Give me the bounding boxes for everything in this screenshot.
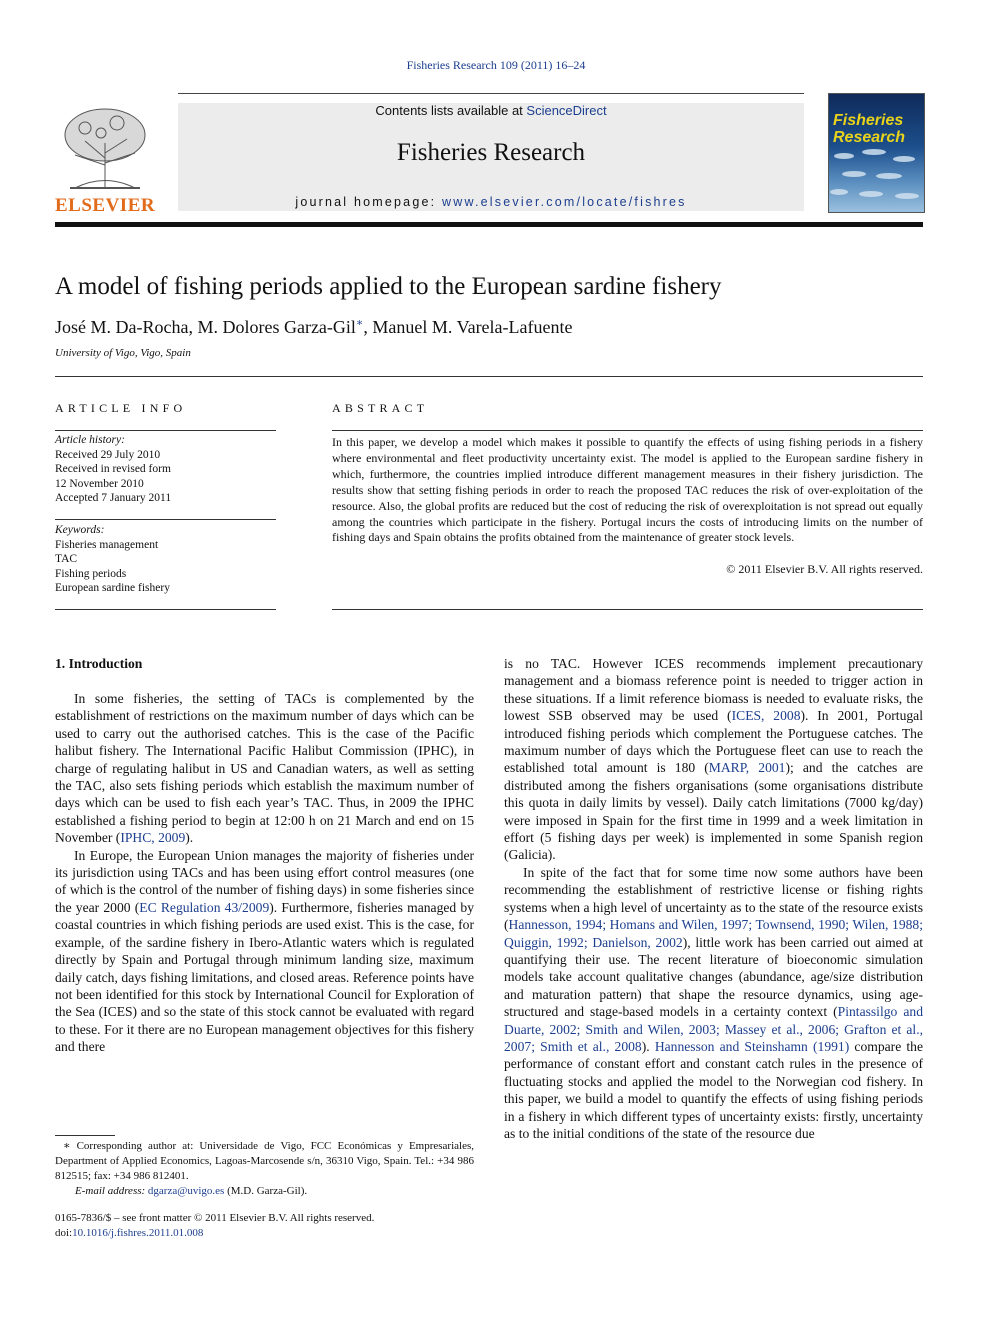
text-run: ). Furthermore, fisheries managed by coastal countries in which fishing periods are used exist. This is the case, for example, of the sardine fishery in Ibero-Atlantic waters which is regulated directly by Spain and Portugal through minimum landing size, maximum daily catch, days fishing limitations, and closed areas. Reference points have not been identified for this stock by International Council for Exploration of the Sea (ICES) and so the state of this stock cannot be evaluated with regard to these. For it there are no European management objectives for this fishery and there [55, 899, 474, 1055]
text-run: In spite of the fact that for some time now some authors have been recommending the establishment of restrictive license or fishing rights systems when a high level of uncertainty as to the state of the resource exists ( [504, 864, 923, 933]
journal-title: Fisheries Research [396, 139, 586, 166]
text-run: ). In 2001, Portugal introduced fishing periods which complement the Portuguese catches. The maximum number of days which the Portuguese fleet can use to reach the established total amount is 180 ( [504, 708, 923, 776]
keyword-item: Fisheries management [55, 538, 159, 551]
doi-line [55, 1226, 555, 1241]
left-column-body [55, 690, 474, 1056]
keyword-item: Fishing periods [55, 567, 127, 580]
section-heading-introduction: 1. Introduction [55, 656, 143, 671]
header-thick-rule [55, 222, 923, 227]
text-run: ). [185, 830, 194, 846]
corresponding-author-mark[interactable]: ∗ [355, 317, 364, 329]
text-run: In some fisheries, the setting of TACs is complemented by the establishment of restrictions on the maximum number of days which can be used to carry out the authorised catches. This is the case of the Pacific halibut fishery. The International Pacific Halibut Commission (IPHC), in charge of regulating halibut in US and Canadian waters, as well as setting the TAC, also sets fishing periods which establish the maximum number of days which can be used to fish each year’s TAC. Thus, in 2009 the IPHC established a fishing period to begin at 12:00 h on 21 March and end on 15 November ( [55, 691, 474, 846]
text-run: ); and the catches are distributed among the fishers organisations (some organisations distribute this quota in daily limits by vessel). Daily catch limitations (7000 kg/day) were imposed in Spain for the first time in 1999 and a week limitation in effort (5 fishing days per week) is implemented in some Spanish region (Galicia). [504, 760, 923, 863]
abstract-copyright: © 2011 Elsevier B.V. All rights reserved. [726, 562, 923, 576]
footnote-rule [55, 1135, 115, 1136]
fish-school-icon [829, 144, 924, 212]
history-item: Accepted 7 January 2011 [55, 492, 172, 504]
reference-link[interactable]: Hannesson, 1994; Homans and Wilen, 1997; Townsend, 1990; Wilen, 1988; Quiggin, 1992; Danielson, 2002 [504, 917, 923, 950]
email-label: E-mail address: [75, 1185, 148, 1197]
paragraph [504, 655, 923, 864]
email-link[interactable]: dgarza@uvigo.es [147, 1185, 225, 1197]
sciencedirect-link[interactable]: ScienceDirect [526, 103, 607, 118]
history-item: Received 29 July 2010 [55, 448, 161, 461]
contents-line [178, 103, 804, 118]
journal-cover-image [828, 93, 925, 213]
corresponding-author-note: ∗ Corresponding author at: Universidade de Vigo, FCC Económicas y Empresariales, Department of Applied Economics, Lagoas-Marcosende s/n, 36310 Vigo, Spain. Tel.: +34 986 812515; fax: +34 986 812401. [55, 1140, 474, 1182]
journal-citation[interactable]: Fisheries Research 109 (2011) 16–24 [406, 58, 586, 72]
author-list [55, 316, 573, 338]
cover-title: Fisheries Research [833, 112, 906, 146]
issn-line: 0165-7836/$ – see front matter © 2011 Elsevier B.V. All rights reserved. [55, 1212, 375, 1224]
reference-link[interactable]: EC Regulation 43/2009 [139, 899, 270, 915]
email-line [55, 1184, 474, 1199]
paper-title: A model of fishing periods applied to the European sardine fishery [55, 273, 722, 300]
keywords-label: Keywords: [55, 524, 105, 536]
doi-link[interactable]: 10.1016/j.fishres.2011.01.008 [72, 1227, 204, 1239]
history-label: Article history: [55, 434, 125, 446]
history-item: Received in revised form [55, 463, 171, 475]
homepage-prefix: journal homepage: [295, 195, 442, 209]
right-column-body [504, 655, 923, 1142]
keywords [55, 523, 276, 596]
divider [55, 519, 276, 520]
text-run: ), little work has been carried out aimed at quantifying their use. The recent literature of bioeconomic simulation models take account qualitative changes (abundance, age/size distribution and maturation pattern) that shape the resource dynamics, using age-structured and stage-based models in a certainty context ( [504, 934, 924, 1020]
paragraph [55, 690, 474, 847]
front-matter [55, 1211, 555, 1241]
reference-link[interactable]: ICES, 2008 [731, 708, 801, 724]
divider [55, 609, 276, 610]
keyword-item: TAC [55, 553, 78, 565]
contents-prefix: Contents lists available at [375, 103, 527, 118]
email-suffix: (M.D. Garza-Gil). [224, 1185, 308, 1197]
footnote [55, 1139, 474, 1199]
elsevier-wordmark: ELSEVIER [55, 195, 156, 216]
authors-text: José M. Da-Rocha, M. Dolores Garza-Gil [55, 317, 356, 337]
abstract-heading: ABSTRACT [332, 401, 429, 415]
text-run: ). [641, 1038, 655, 1054]
authors-rest: , Manuel M. Varela-Lafuente [363, 317, 573, 337]
divider [55, 376, 923, 377]
divider [332, 430, 923, 431]
divider [332, 609, 923, 610]
affiliation: University of Vigo, Vigo, Spain [55, 347, 191, 359]
homepage-link[interactable]: www.elsevier.com/locate/fishres [441, 195, 687, 209]
article-info-heading: ARTICLE INFO [55, 401, 187, 415]
doi-label: doi: [55, 1227, 73, 1239]
paragraph [504, 864, 923, 1143]
reference-link[interactable]: Pintassilgo and Duarte, 2002; Smith and Wilen, 2003; Massey et al., 2006; Grafton et al., 2007; Smith et al., 2008 [504, 1004, 923, 1054]
reference-link[interactable]: IPHC, 2009 [120, 830, 186, 846]
paragraph [55, 847, 474, 1056]
journal-homepage [178, 195, 804, 209]
keyword-item: European sardine fishery [55, 582, 170, 594]
reference-link[interactable]: Hannesson and Steinshamn (1991) [654, 1038, 850, 1054]
text-run: compare the performance of constant effort and constant catch rules in the presence of fluctuating stocks and applied the model to the Norwegian cod fishery. In this paper, we build a model to quantify the effects of using fishing periods in a fishery in which different types of uncertainty exists: firstly, uncertainty as to the initial conditions of the state of the resource due [504, 1038, 923, 1141]
divider [55, 430, 276, 431]
text-run: In Europe, the European Union manages the majority of fisheries under its jurisdiction using TACs and has been using effort control measures (one of which is the control of the number of fishing days) in some fisheries since the year 2000 ( [55, 847, 474, 915]
reference-link[interactable]: MARP, 2001 [708, 760, 786, 776]
header-top-rule [178, 93, 804, 94]
article-history [55, 433, 276, 506]
abstract-text: In this paper, we develop a model which makes it possible to quantify the effects of using fishing periods in a fishery where environmental and fleet productivity uncertainty exist. The model is applied to the European sardine fishery in which, furthermore, the countries implied introduce different management measures in their fishery jurisdiction. The results show that setting fishing periods in order to reach the proposed TAC reduces the risk of over-exploitation of the resource. Also, the global profits are reduced but the cost of reducing the risk of overexploitation is not spread out equally among the countries which participate in the fishery. Portugal incurs the costs of introducing limits on the number of fishing days and Spain obtains the profits obtained from the maintenance of greater stock levels. [332, 435, 923, 545]
text-run: is no TAC. However ICES recommends implement precautionary management and a biomass reference point is needed to trigger action in these situations. If a limit reference biomass is needed to evaluate risks, the lowest SSB observed may be used ( [504, 656, 923, 724]
history-item: 12 November 2010 [55, 477, 144, 490]
